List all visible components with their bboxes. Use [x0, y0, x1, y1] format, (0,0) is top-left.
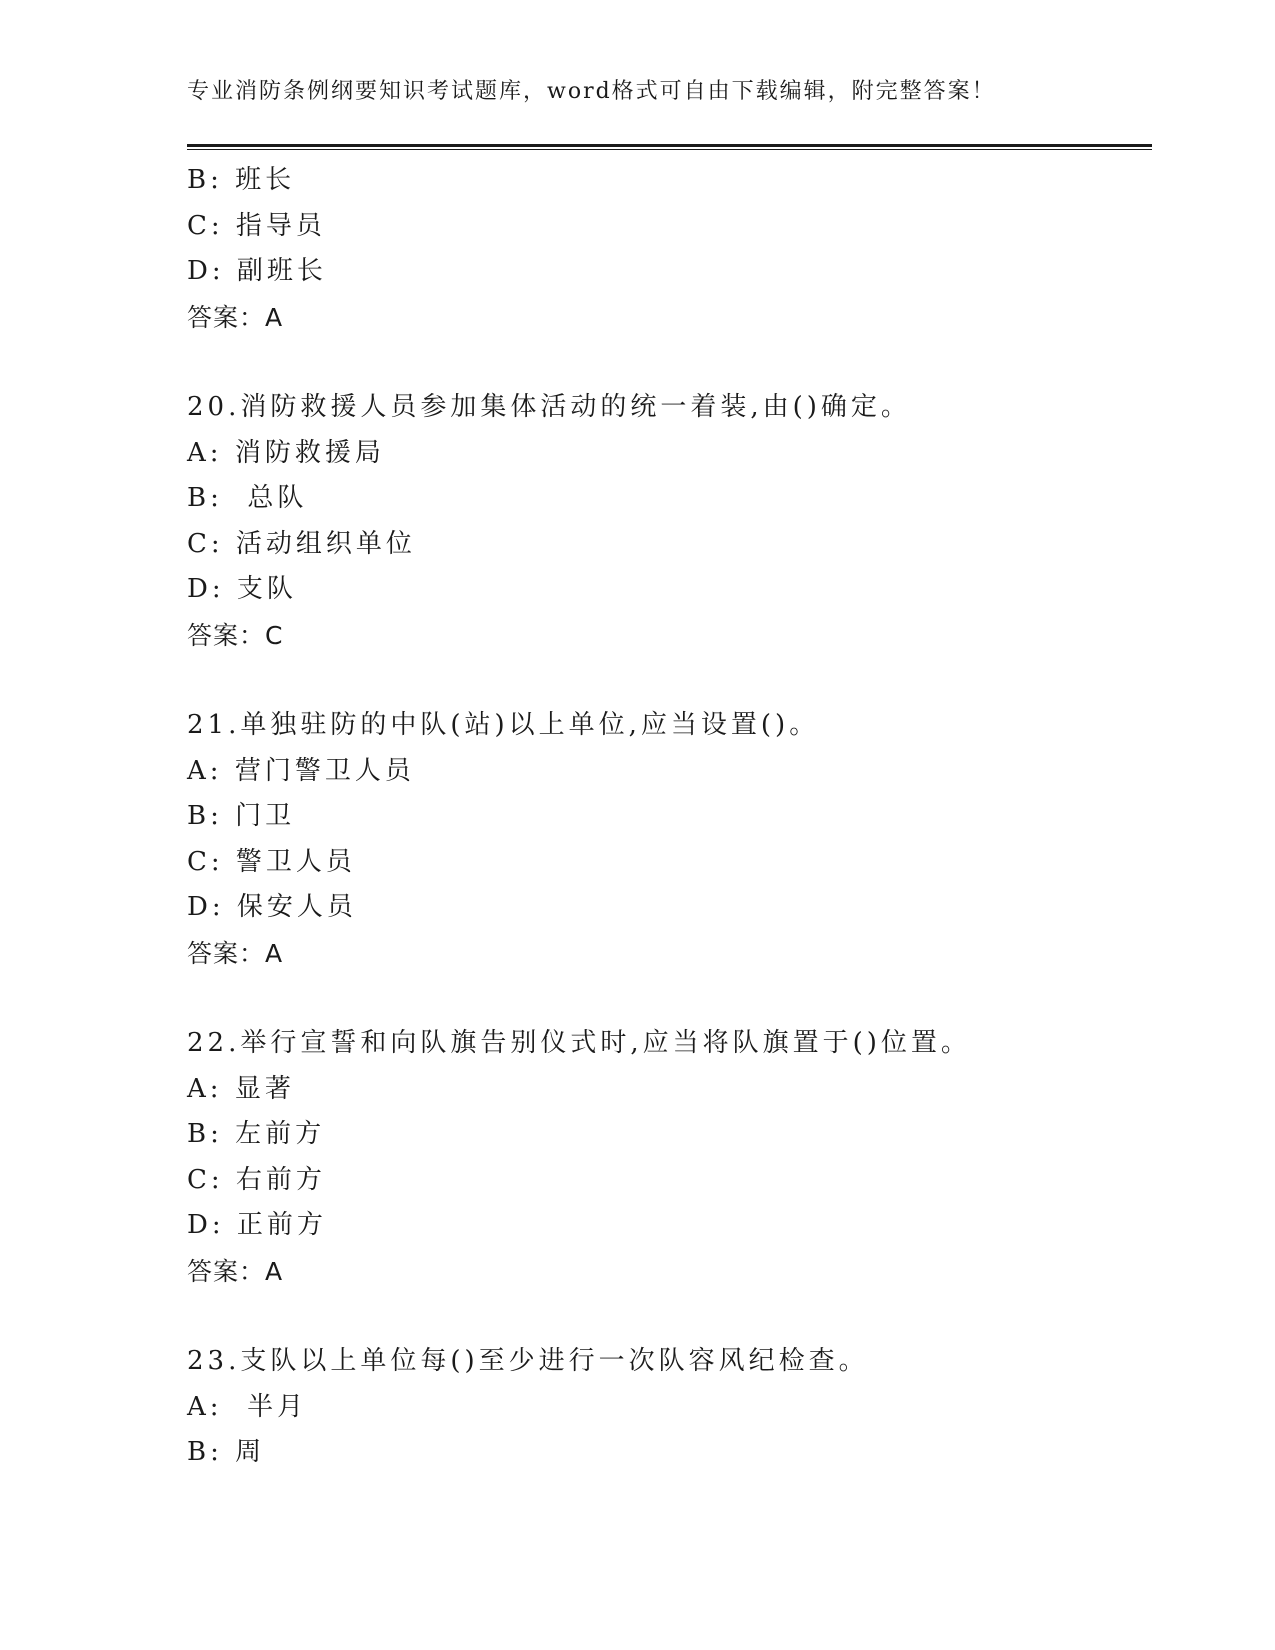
option-letter: C:: [187, 846, 224, 877]
question-stem: 21.单独驻防的中队(站)以上单位,应当设置()。: [187, 710, 820, 740]
answer-line: 答案：A: [187, 1256, 284, 1286]
option-letter: A:: [187, 1391, 223, 1422]
option-letter: B:: [187, 801, 223, 831]
header-rule-thick: [187, 144, 1152, 147]
option-text: 半月: [234, 1391, 308, 1422]
option-letter: D:: [187, 256, 225, 286]
option-line: [187, 1067, 1152, 1113]
option-text: 班长: [235, 165, 296, 195]
option-letter: B:: [187, 165, 223, 195]
option-line: [187, 567, 1152, 613]
option-text: 警卫人员: [235, 846, 356, 877]
option-letter: B:: [187, 1437, 223, 1467]
spacer: [187, 340, 1152, 385]
option-line: [187, 204, 1152, 250]
option-letter: C:: [187, 528, 224, 559]
question-22: [187, 1021, 1152, 1294]
option-text: 显著: [234, 1073, 295, 1104]
option-text: 周: [235, 1437, 266, 1467]
option-line: [187, 1158, 1152, 1204]
page-header: 专业消防条例纲要知识考试题库，word格式可自由下载编辑，附完整答案！: [187, 79, 996, 104]
spacer: [187, 658, 1152, 703]
option-line: [187, 749, 1152, 795]
question-stem: 22.举行宣誓和向队旗告别仪式时,应当将队旗置于()位置。: [187, 1028, 971, 1058]
option-line: [187, 794, 1152, 840]
option-letter: B:: [187, 483, 223, 513]
option-line: [187, 249, 1152, 295]
option-text: 正前方: [236, 1210, 327, 1240]
option-letter: C:: [187, 210, 224, 241]
option-line: [187, 840, 1152, 886]
option-text: 消防救援局: [234, 437, 385, 468]
option-line: [187, 885, 1152, 931]
option-text: 指导员: [235, 210, 326, 241]
option-line: [187, 476, 1152, 522]
spacer: [187, 1294, 1152, 1339]
answer-line: 答案：A: [187, 938, 284, 968]
option-text: 门卫: [235, 801, 296, 831]
option-letter: C:: [187, 1164, 224, 1195]
option-letter: B:: [187, 1119, 223, 1149]
option-text: 保安人员: [236, 892, 357, 922]
option-text: 左前方: [235, 1119, 326, 1149]
question-stem: 20.消防救援人员参加集体活动的统一着装,由()确定。: [187, 392, 911, 422]
answer-line: 答案：C: [187, 620, 284, 650]
option-text: 副班长: [236, 256, 327, 286]
option-line: [187, 1385, 1152, 1431]
option-line: [187, 1430, 1152, 1476]
question-21: [187, 703, 1152, 976]
option-text: 总队: [235, 483, 308, 513]
option-line: [187, 1203, 1152, 1249]
option-letter: D:: [187, 1210, 225, 1240]
answer-line: 答案：A: [187, 302, 284, 332]
option-line: [187, 158, 1152, 204]
spacer: [187, 976, 1152, 1021]
option-letter: D:: [187, 892, 225, 922]
option-line: [187, 1112, 1152, 1158]
question-23: [187, 1339, 1152, 1476]
question-20: [187, 385, 1152, 658]
question-stem: 23.支队以上单位每()至少进行一次队容风纪检查。: [187, 1346, 869, 1376]
option-line: [187, 431, 1152, 477]
option-text: 营门警卫人员: [234, 755, 415, 786]
option-letter: A:: [187, 437, 223, 468]
header-rule-thin: [187, 149, 1152, 150]
option-letter: A:: [187, 1073, 223, 1104]
question-19-continued: [187, 158, 1152, 340]
option-letter: A:: [187, 755, 223, 786]
option-text: 支队: [236, 574, 297, 604]
option-letter: D:: [187, 574, 225, 604]
option-text: 右前方: [235, 1164, 326, 1195]
option-line: [187, 522, 1152, 568]
option-text: 活动组织单位: [235, 528, 416, 559]
question-content: [187, 158, 1152, 1476]
